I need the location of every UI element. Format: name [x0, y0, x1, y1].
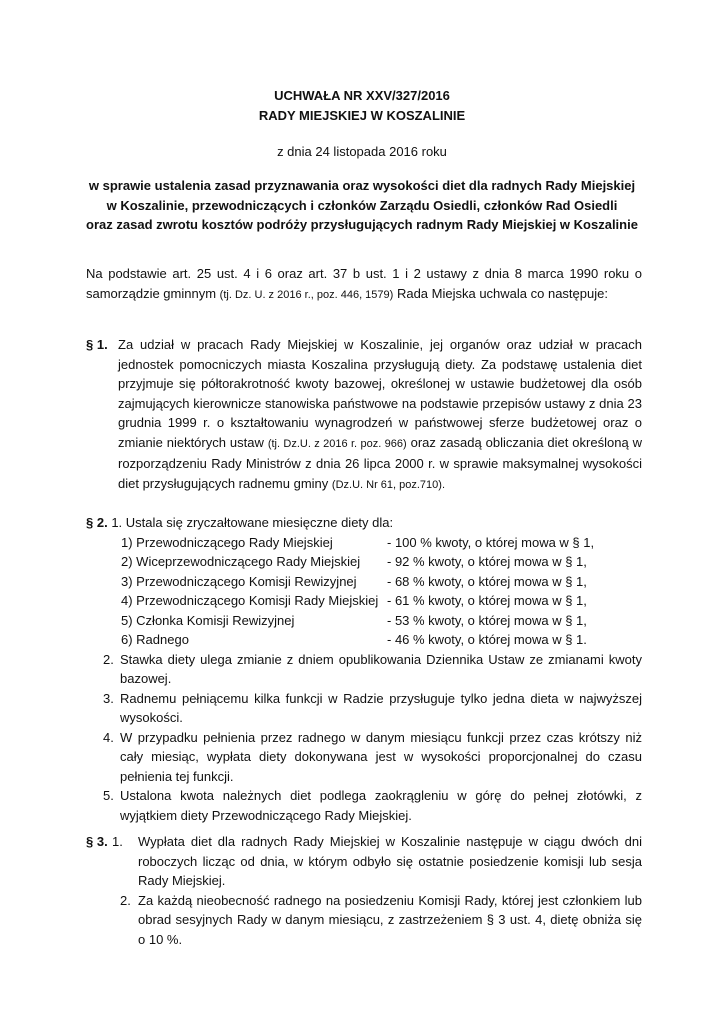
diet-rate-row	[121, 572, 594, 592]
resolution-date: z dnia 24 listopada 2016 roku	[277, 144, 447, 159]
diet-rate: - 46 % kwoty, o której mowa w § 1.	[387, 632, 587, 647]
list-item-number: 2.	[103, 651, 114, 667]
list-item-number: 4.	[103, 729, 114, 745]
title-line-2: RADY MIEJSKIEJ W KOSZALINIE	[258, 107, 466, 123]
diet-rate-row	[121, 552, 594, 572]
resolution-subject	[0, 176, 724, 235]
paragraph-1-citation-1: (tj. Dz.U. z 2016 r. poz. 966)	[267, 437, 407, 450]
list-item-number: 2.	[120, 892, 131, 908]
paragraph-3-number: § 3.	[86, 834, 108, 849]
diet-rate: - 61 % kwoty, o której mowa w § 1,	[387, 593, 587, 608]
diet-rate: - 68 % kwoty, o której mowa w § 1,	[387, 573, 587, 589]
diet-rate-row	[121, 533, 594, 553]
title-line-1: UCHWAŁA NR XXV/327/2016	[274, 88, 450, 103]
list-item	[86, 728, 642, 787]
paragraph-2-intro-line	[86, 513, 642, 533]
paragraph-1-body	[118, 335, 642, 495]
paragraph-1-text-1: Za udział w pracach Rady Miejskiej w Koszalinie, jej organów oraz udział w pracach jednostek pomocniczych miasta Koszalina przysługują diety. Za podstawę ustalenia diet przyjmuje się półtorakrotność kwoty bazowej, określonej w ustawie budżetowej dla osób zajmujących kierownicze stanowiska państwowe na podstawie przepisów ustawy z dnia 23 grudnia 1999 r. o kształtowaniu wynagrodzeń w państwowej sferze budżetowej oraz o zmianie niektórych ustaw	[118, 337, 642, 450]
list-item-text: Radnemu pełniącemu kilka funkcji w Radzie przysługuje tylko jedna dieta w najwyższej wysokości.	[120, 690, 642, 725]
diet-rate-row	[121, 630, 594, 650]
diet-role: 1) Przewodniczącego Rady Miejskiej	[121, 534, 333, 550]
paragraph-2-points	[86, 650, 642, 826]
diet-role: 3) Przewodniczącego Komisji Rewizyjnej	[121, 573, 357, 589]
list-item-text: Wypłata diet dla radnych Rady Miejskiej w Koszalinie następuje w ciągu dwóch dni roboczych licząc od dnia, w którym odbyło się ostatnie posiedzenie komisji lub sesja Rady Miejskiej.	[138, 834, 642, 888]
preamble-citation: (tj. Dz. U. z 2016 r., poz. 446, 1579)	[219, 288, 394, 301]
paragraph-1-text-2: oraz zasadą obliczania diet określoną w rozporządzeniu Rady Ministrów z dnia 26 lipca 2000 r. w sprawie maksymalnej wysokości diet przysługujących radnemu gminy	[118, 434, 642, 491]
paragraph-2-intro: 1. Ustala się zryczałtowane miesięczne diety dla:	[111, 515, 394, 530]
list-item-number: 3.	[103, 690, 114, 706]
paragraph-1-number: § 1.	[86, 337, 108, 352]
diet-role: 5) Członka Komisji Rewizyjnej	[121, 612, 295, 628]
list-item	[86, 689, 642, 728]
list-item-text: Stawka diety ulega zmianie z dniem opublikowania Dziennika Ustaw ze zmianami kwoty bazowej.	[120, 651, 642, 686]
list-item-text: Ustalona kwota należnych diet podlega zaokrągleniu w górę do pełnej złotówki, z wyjątkiem diety Przewodniczącego Rady Miejskiej.	[120, 788, 642, 823]
paragraph-3-point-1	[86, 832, 642, 891]
diet-role: 4) Przewodniczącego Komisji Rady Miejskiej	[121, 593, 379, 608]
paragraph-1	[86, 335, 642, 495]
resolution-title	[0, 86, 724, 125]
paragraph-3	[86, 832, 642, 949]
list-item-number: 1.	[112, 834, 123, 849]
list-item-text: Za każdą nieobecność radnego na posiedzeniu Komisji Rady, której jest członkiem lub obrad sesyjnych Rady w danym miesiącu, z zastrzeżeniem § 3 ust. 4, dietę obniża się o 10 %.	[138, 892, 642, 947]
list-item-text: W przypadku pełnienia przez radnego w danym miesiącu funkcji przez czas krótszy niż cały miesiąc, wypłata diety dokonywana jest w wysokości proporcjonalnej do czasu pełnienia tej funkcji.	[120, 729, 642, 784]
paragraph-3-point-2	[86, 891, 642, 950]
preamble	[86, 264, 642, 305]
diet-rates-table	[121, 533, 594, 650]
diet-role: 2) Wiceprzewodniczącego Rady Miejskiej	[121, 554, 361, 569]
list-item	[86, 650, 642, 689]
list-item	[86, 786, 642, 825]
preamble-text-1: Na podstawie art. 25 ust. 4 i 6 oraz art. 37 b ust. 1 i 2 ustawy z dnia 8 marca 1990 roku o samorządzie gminnym	[86, 266, 642, 301]
paragraph-2	[86, 513, 642, 825]
diet-rate-row	[121, 611, 594, 631]
paragraph-1-citation-2: (Dz.U. Nr 61, poz.710).	[331, 478, 445, 491]
diet-rate-row	[121, 591, 594, 611]
subject-line-1: w sprawie ustalenia zasad przyznawania oraz wysokości diet dla radnych Rady Miejskiej	[88, 178, 636, 193]
paragraph-2-number: § 2.	[86, 515, 108, 530]
diet-rate: - 53 % kwoty, o której mowa w § 1,	[387, 612, 587, 628]
diet-rate: - 92 % kwoty, o której mowa w § 1,	[387, 554, 587, 569]
subject-line-3: oraz zasad zwrotu kosztów podróży przysługujących radnym Rady Miejskiej w Koszalinie	[86, 217, 638, 232]
list-item-number: 5.	[103, 788, 114, 803]
subject-line-2: w Koszalinie, przewodniczących i członków Zarządu Osiedli, członków Rad Osiedli	[106, 197, 618, 213]
preamble-text-2: Rada Miejska uchwala co następuje:	[396, 285, 608, 301]
diet-rate: - 100 % kwoty, o której mowa w § 1,	[387, 534, 595, 550]
diet-role: 6) Radnego	[121, 632, 189, 647]
